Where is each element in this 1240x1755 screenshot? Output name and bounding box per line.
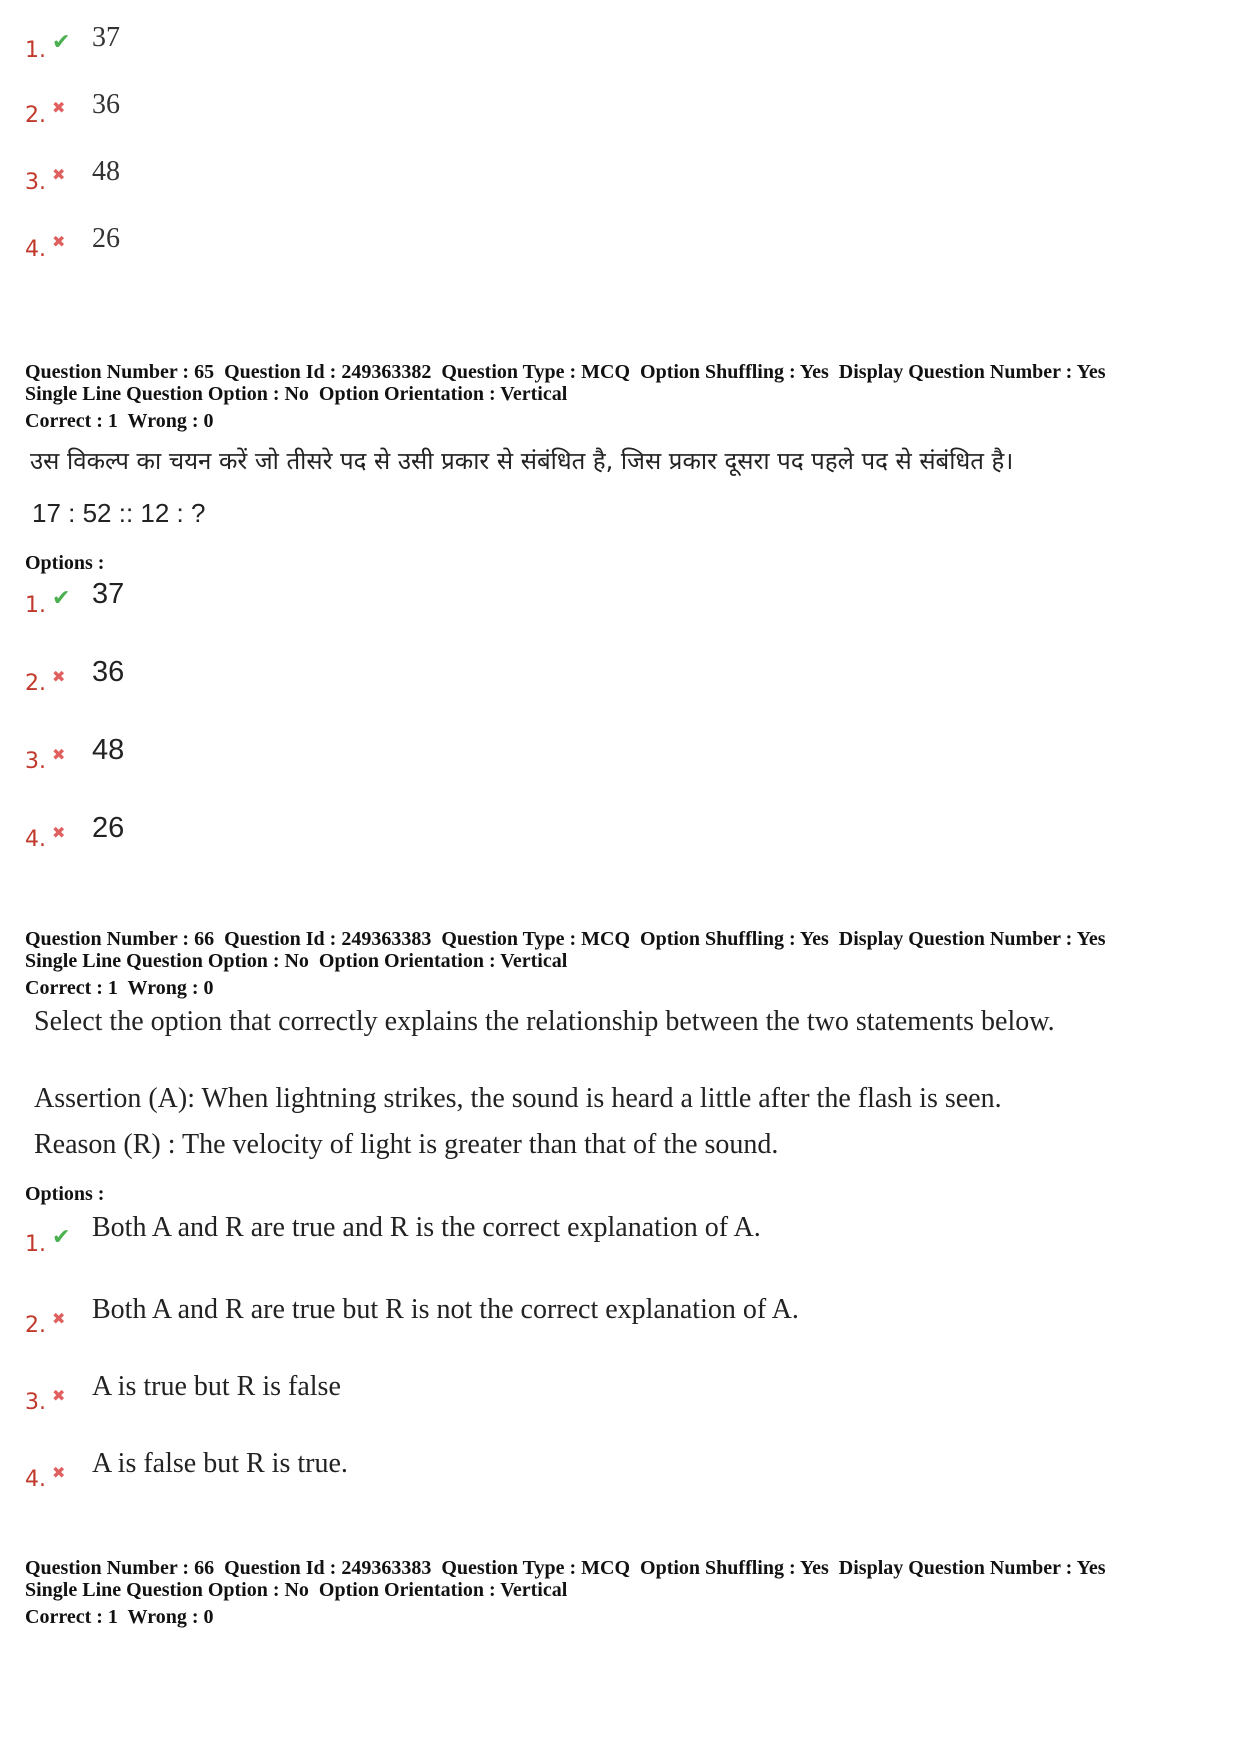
option-value: Both A and R are true but R is not the correct explanation of A. (92, 1294, 799, 1325)
option-number: 1. (25, 1232, 46, 1257)
option-number: 3. (25, 749, 46, 774)
option-value: 36 (92, 656, 125, 688)
question-meta-line-1: Question Number : 66 Question Id : 249363383 Question Type : MCQ Option Shuffling : Yes Display Question Number : Yes (25, 928, 1106, 950)
wrong-cross-icon: ✖ (52, 1386, 66, 1405)
option-number: 2. (25, 103, 46, 128)
question-meta-line-2: Single Line Question Option : No Option Orientation : Vertical (25, 1579, 568, 1601)
correct-check-icon: ✔ (52, 586, 71, 611)
option-value: 26 (92, 223, 120, 254)
options-label: Options : (25, 1183, 105, 1205)
option-value: 48 (92, 734, 125, 766)
option-value: Both A and R are true and R is the correct explanation of A. (92, 1212, 761, 1243)
question-marks: Correct : 1 Wrong : 0 (25, 1606, 214, 1628)
wrong-cross-icon: ✖ (52, 745, 66, 764)
question-meta-line-2: Single Line Question Option : No Option Orientation : Vertical (25, 950, 568, 972)
wrong-cross-icon: ✖ (52, 165, 66, 184)
option-value: 37 (92, 578, 125, 610)
question-text: उस विकल्प का चयन करें जो तीसरे पद से उसी प्रकार से संबंधित है, जिस प्रकार दूसरा पद पहले पद से संबंधित है। (30, 447, 1014, 475)
option-number: 3. (25, 170, 46, 195)
option-number: 4. (25, 237, 46, 262)
option-number: 2. (25, 671, 46, 696)
correct-check-icon: ✔ (52, 30, 71, 55)
option-value: 37 (92, 22, 120, 53)
question-ratio: 17 : 52 :: 12 : ? (32, 498, 206, 528)
wrong-cross-icon: ✖ (52, 823, 66, 842)
option-value: 36 (92, 89, 120, 120)
options-label: Options : (25, 552, 105, 574)
option-number: 3. (25, 1390, 46, 1415)
option-number: 4. (25, 827, 46, 852)
question-meta-line-1: Question Number : 65 Question Id : 249363382 Question Type : MCQ Option Shuffling : Yes Display Question Number : Yes (25, 361, 1106, 383)
question-text: Select the option that correctly explains the relationship between the two statements below. (34, 1006, 1055, 1037)
option-number: 2. (25, 1313, 46, 1338)
wrong-cross-icon: ✖ (52, 232, 66, 251)
question-meta-line-1: Question Number : 66 Question Id : 249363383 Question Type : MCQ Option Shuffling : Yes Display Question Number : Yes (25, 1557, 1106, 1579)
question-marks: Correct : 1 Wrong : 0 (25, 410, 214, 432)
option-number: 1. (25, 593, 46, 618)
wrong-cross-icon: ✖ (52, 98, 66, 117)
assertion-text: Assertion (A): When lightning strikes, the sound is heard a little after the flash is seen. (34, 1083, 1002, 1114)
question-meta-line-2: Single Line Question Option : No Option Orientation : Vertical (25, 383, 568, 405)
option-value: 26 (92, 812, 125, 844)
option-number: 4. (25, 1467, 46, 1492)
wrong-cross-icon: ✖ (52, 1463, 66, 1482)
option-value: A is false but R is true. (92, 1448, 348, 1479)
question-marks: Correct : 1 Wrong : 0 (25, 977, 214, 999)
option-value: A is true but R is false (92, 1371, 341, 1402)
wrong-cross-icon: ✖ (52, 667, 66, 686)
option-value: 48 (92, 156, 120, 187)
reason-text: Reason (R) : The velocity of light is greater than that of the sound. (34, 1129, 779, 1160)
wrong-cross-icon: ✖ (52, 1309, 66, 1328)
option-number: 1. (25, 38, 46, 63)
correct-check-icon: ✔ (52, 1225, 71, 1250)
